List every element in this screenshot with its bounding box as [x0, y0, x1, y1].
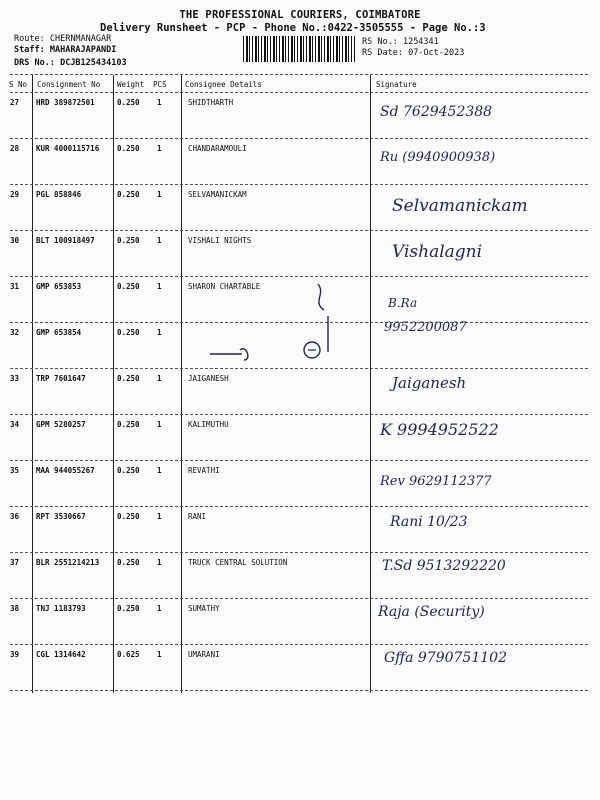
row-pcs: 1 [157, 144, 162, 153]
row-divider [10, 138, 588, 139]
row-pcs: 1 [157, 604, 162, 613]
row-sno: 37 [10, 558, 20, 567]
row-weight: 0.250 [117, 98, 140, 107]
row-weight: 0.250 [117, 604, 140, 613]
row-divider [10, 230, 588, 231]
col-consignment-header: Consignment No [37, 80, 101, 89]
row-consignee: SUMATHY [188, 604, 220, 613]
row-consignee: SHARON CHARTABLE [188, 282, 261, 291]
row-signature: Sd 7629452388 [380, 104, 493, 120]
row-consignment-no: CGL 1314642 [36, 650, 86, 659]
col-pcs-header: PCS [153, 80, 167, 89]
drs-line [14, 58, 127, 68]
row-sno: 33 [10, 374, 20, 383]
drs-label: DRS No.: [14, 58, 55, 68]
row-signature: K 9994952522 [380, 420, 499, 439]
rs-no-label: RS No.: [362, 37, 398, 47]
row-consignee: TRUCK CENTRAL SOLUTION [188, 558, 288, 567]
col-weight-header: Weight [117, 80, 145, 89]
row-consignee: JAIGANESH [188, 374, 229, 383]
row-pcs: 1 [157, 420, 162, 429]
row-pcs: 1 [157, 282, 162, 291]
header-top-rule [10, 74, 588, 75]
row-divider [10, 506, 588, 507]
row-pcs: 1 [157, 374, 162, 383]
rs-date-value: 07-Oct-2023 [408, 48, 465, 58]
staff-label: Staff: [14, 45, 45, 55]
row-signature: Rev 9629112377 [380, 474, 492, 489]
rs-no-value: 1254341 [402, 37, 439, 47]
row-consignee: RANI [188, 512, 207, 521]
row-divider [10, 552, 588, 553]
row-consignment-no: PGL 858846 [36, 190, 82, 199]
row-sno: 30 [10, 236, 20, 245]
drs-value: DCJB125434103 [60, 58, 127, 68]
row-divider [10, 414, 588, 415]
barcode [243, 36, 355, 62]
row-sno: 29 [10, 190, 20, 199]
row-divider [10, 690, 588, 691]
row-pcs: 1 [157, 512, 162, 521]
row-signature: Vishalagni [392, 242, 483, 262]
row-signature: Gffa 9790751102 [384, 650, 507, 666]
row-divider [10, 276, 588, 277]
row-weight: 0.250 [117, 190, 140, 199]
row-consignment-no: GPM 5280257 [36, 420, 86, 429]
row-sno: 32 [10, 328, 20, 337]
row-signature: T.Sd 9513292220 [382, 558, 506, 574]
row-pcs: 1 [157, 466, 162, 475]
row-consignment-no: RPT 3530667 [36, 512, 86, 521]
row-weight: 0.250 [117, 282, 140, 291]
row-consignee: UMARANI [188, 650, 220, 659]
row-consignee: VISHALI NIGHTS [188, 236, 252, 245]
row-consignment-no: TRP 7601647 [36, 374, 86, 383]
row-sno: 39 [10, 650, 20, 659]
column-divider [181, 75, 182, 693]
column-divider [370, 75, 371, 693]
row-pcs: 1 [157, 328, 162, 337]
row-weight: 0.625 [117, 650, 140, 659]
rs-date-line [362, 48, 464, 58]
row-divider [10, 460, 588, 461]
row-consignee: SELVAMANICKAM [188, 190, 247, 199]
row-consignment-no: BLT 100918497 [36, 236, 95, 245]
row-signature: Raja (Security) [378, 604, 485, 620]
row-weight: 0.250 [117, 466, 140, 475]
row-consignment-no: TNJ 1183793 [36, 604, 86, 613]
row-consignment-no: MAA 944055267 [36, 466, 95, 475]
staff-value: MAHARAJAPANDI [49, 45, 117, 55]
row-divider [10, 644, 588, 645]
row-consignee: CHANDARAMOULI [188, 144, 247, 153]
document-subtitle: Delivery Runsheet - PCP - Phone No.:0422-3505555 - Page No.:3 [100, 22, 486, 34]
row-consignment-no: GMP 653853 [36, 282, 82, 291]
row-signature: Rani 10/23 [390, 514, 468, 530]
row-consignee: KALIMUTHU [188, 420, 229, 429]
row-sno: 27 [10, 98, 20, 107]
row-signature: Ru (9940900938) [380, 150, 496, 165]
document-title: THE PROFESSIONAL COURIERS, COIMBATORE [179, 9, 421, 21]
header-bottom-rule [10, 92, 588, 93]
route-label: Route: [14, 34, 45, 44]
route-line [14, 34, 111, 44]
row-sno: 35 [10, 466, 20, 475]
column-divider [32, 75, 33, 693]
row-pcs: 1 [157, 558, 162, 567]
row-consignment-no: KUR 4000115716 [36, 144, 100, 153]
row-divider [10, 184, 588, 185]
row-consignee: REVATHI [188, 466, 220, 475]
row-weight: 0.250 [117, 512, 140, 521]
row-divider [10, 598, 588, 599]
row-consignee: SHIDTHARTH [188, 98, 234, 107]
row-weight: 0.250 [117, 328, 140, 337]
col-sno-header: S No [9, 80, 28, 89]
row-sno: 28 [10, 144, 20, 153]
row-sno: 38 [10, 604, 20, 613]
row-weight: 0.250 [117, 374, 140, 383]
row-pcs: 1 [157, 650, 162, 659]
handwritten-marks [200, 280, 350, 380]
row-weight: 0.250 [117, 144, 140, 153]
row-signature: Jaiganesh [392, 374, 467, 392]
row-signature: Selvamanickam [392, 196, 528, 216]
row-signature: 9952200087 [384, 320, 467, 335]
row-pcs: 1 [157, 236, 162, 245]
col-consignee-header: Consignee Details [185, 80, 262, 89]
row-weight: 0.250 [117, 558, 140, 567]
rs-no-line [362, 37, 439, 47]
rs-date-label: RS Date: [362, 48, 403, 58]
row-weight: 0.250 [117, 236, 140, 245]
row-consignment-no: HRD 389872501 [36, 98, 95, 107]
column-divider [113, 75, 114, 693]
row-signature: B.Ra [388, 296, 418, 310]
row-weight: 0.250 [117, 420, 140, 429]
row-sno: 34 [10, 420, 20, 429]
row-consignment-no: GMP 653854 [36, 328, 82, 337]
row-pcs: 1 [157, 190, 162, 199]
row-consignment-no: BLR 2551214213 [36, 558, 100, 567]
row-pcs: 1 [157, 98, 162, 107]
staff-line [14, 45, 116, 55]
row-sno: 31 [10, 282, 20, 291]
row-sno: 36 [10, 512, 20, 521]
col-signature-header: Signature [376, 80, 417, 89]
route-value: CHERNMANAGAR [49, 34, 112, 44]
